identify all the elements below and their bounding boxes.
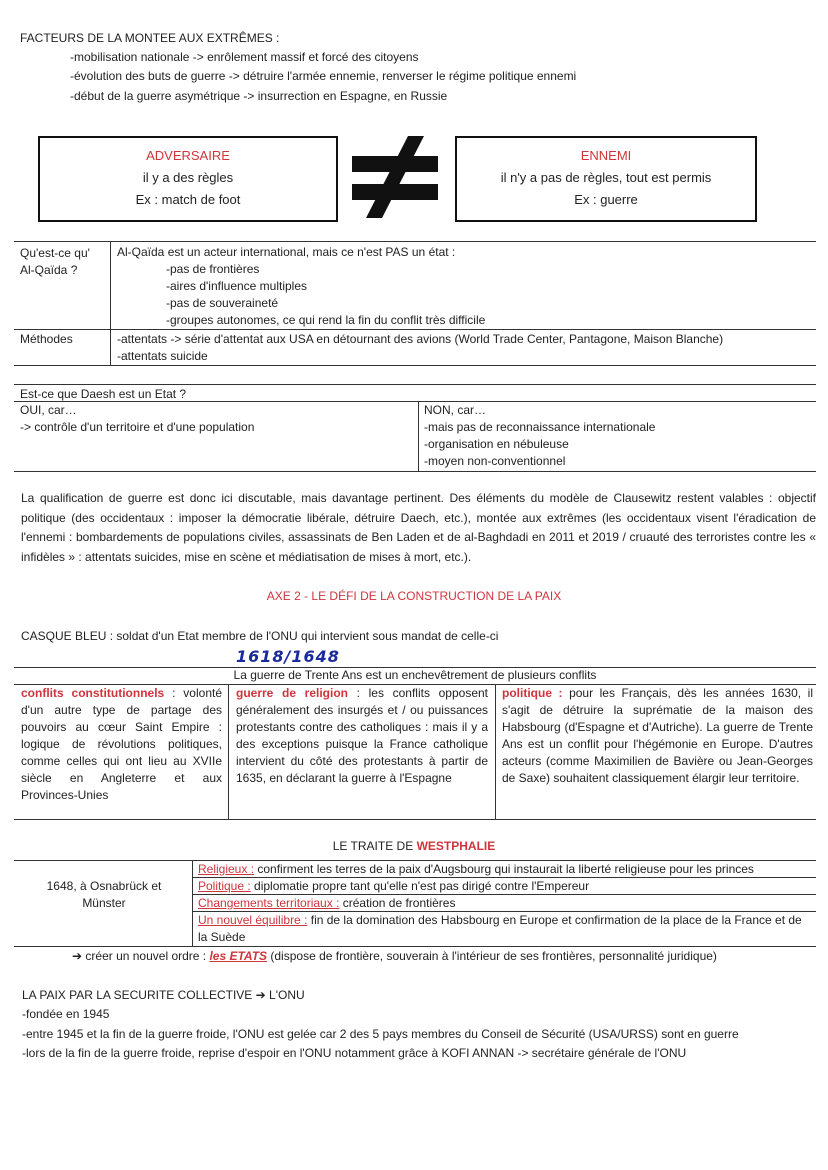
facteurs-item-3: -début de la guerre asymétrique -> insurrection en Espagne, en Russie — [70, 89, 448, 103]
conclusion-suffix: (dispose de frontière, souverain à l'intérieur de ses frontières, personnalité juridique) — [267, 949, 717, 963]
ennemi-line1: il n'y a pas de règles, tout est permis — [500, 170, 712, 185]
trente-ans-col-religion — [236, 685, 488, 787]
onu-title-suffix: L'ONU — [265, 988, 305, 1002]
alqaida-point-4: -groupes autonomes, ce qui rend la fin du conflit très difficile — [166, 313, 486, 327]
westphalie-title-prefix: LE TRAITE DE — [332, 839, 417, 853]
ennemi-title: ENNEMI — [580, 148, 632, 163]
daesh-oui-title: OUI, car… — [20, 403, 77, 417]
westphalie-title — [0, 838, 828, 855]
politique-text: diplomatie propre tant qu'elle n'est pas dirigé contre l'Empereur — [250, 879, 590, 893]
religieux-label: Religieux : — [198, 862, 255, 876]
daesh-question: Est-ce que Daesh est un Etat ? — [20, 387, 187, 401]
clausewitz-paragraph: La qualification de guerre est donc ici discutable, mais davantage pertinent. Des éléments du modèle de Clausewitz restent valables : objectif politique (des occidentaux : imposer la démocratie libérale, détruire Daech, etc.), montée aux extrêmes (les occidentaux visent l'éradication de l'ennemi : bombardements de populations civiles, assassinats de Ben Laden et de al-Baghdadi en 2011 et 2019 / cruauté des terroristes contre les « infidèles » : attentats suicides, mise en scène et médiatisation de mises à mort, etc.). — [21, 491, 816, 564]
politique-label: Politique : — [198, 879, 251, 893]
equilibre-label: Un nouvel équilibre : — [198, 913, 308, 927]
adversaire-title: ADVERSAIRE — [146, 148, 230, 163]
col2-text: : les conflits opposent généralement des insurgés et / ou puissances protestants contre des catholiques : mais il y a des exceptions puisque la France catholique intervient du côté des protestants à partir de 1635, en déclarant la guerre à l'Espagne — [236, 686, 489, 785]
trente-ans-col-constitutionnels — [21, 685, 222, 804]
facteurs-title: FACTEURS DE LA MONTEE AUX EXTRÊMES : — [20, 31, 280, 45]
col1-title: conflits constitutionnels — [21, 686, 165, 700]
alqaida-point-1: -pas de frontières — [166, 262, 260, 276]
alqaida-point-3: -pas de souveraineté — [166, 296, 279, 310]
territoriaux-text: création de frontières — [339, 896, 456, 910]
westphalie-conclusion — [72, 948, 717, 965]
arrow-icon: ➔ — [72, 949, 83, 963]
ennemi-box — [455, 136, 757, 222]
territoriaux-label: Changements territoriaux : — [198, 896, 340, 910]
casque-bleu-text: soldat d'un Etat membre de l'ONU qui intervient sous mandat de celle-ci — [116, 629, 499, 643]
daesh-oui-item: -> contrôle d'un territoire et d'une population — [20, 420, 255, 434]
trente-ans-header: La guerre de Trente Ans est un enchevêtrement de plusieurs conflits — [233, 668, 597, 682]
westphalie-row-territoriaux — [198, 895, 814, 912]
axe2-heading: AXE 2 - LE DÉFI DE LA CONSTRUCTION DE LA PAIX — [266, 589, 562, 603]
equilibre-text: fin de la domination des Habsbourg en Europe et confirmation de la place de la France et de la Suède — [198, 913, 802, 944]
daesh-non-title: NON, car… — [424, 403, 487, 417]
alqaida-question: Qu'est-ce qu' Al-Qaïda ? — [20, 246, 90, 277]
onu-item-3: -lors de la fin de la guerre froide, reprise d'espoir en l'ONU notamment grâce à KOFI ANNAN -> secrétaire générale de l'ONU — [22, 1046, 687, 1060]
ennemi-line2: Ex : guerre — [574, 192, 638, 207]
onu-item-1: -fondée en 1945 — [22, 1007, 110, 1021]
methodes-2: -attentats suicide — [117, 349, 208, 363]
onu-title — [22, 987, 305, 1004]
daesh-non-item-1: -mais pas de reconnaissance internationale — [424, 420, 656, 434]
adversaire-line1: il y a des règles — [142, 170, 234, 185]
casque-bleu-label: CASQUE BLEU : — [21, 629, 114, 643]
westphalie-row-religieux — [198, 861, 814, 878]
methodes-label: Méthodes — [20, 332, 73, 346]
alqaida-intro: Al-Qaïda est un acteur international, mais ce n'est PAS un état : — [117, 245, 456, 259]
onu-title-prefix: LA PAIX PAR LA SECURITE COLLECTIVE — [22, 988, 256, 1002]
daesh-non-item-2: -organisation en nébuleuse — [424, 437, 569, 451]
conclusion-etats: les ETATS — [209, 949, 268, 963]
alqaida-point-2: -aires d'influence multiples — [166, 279, 308, 293]
adversaire-line2: Ex : match de foot — [135, 192, 241, 207]
religieux-text: confirment les terres de la paix d'Augsbourg qui instaurait la liberté religieuse pour les princes — [254, 862, 754, 876]
westphalie-row-equilibre — [198, 912, 814, 946]
casque-bleu-line — [21, 628, 498, 645]
trente-ans-dates: 1618/1648 — [236, 647, 340, 666]
westphalie-title-red: WESTPHALIE — [416, 839, 496, 853]
methodes-1: -attentats -> série d'attentat aux USA en détournant des avions (World Trade Center, Pantagone, Maison Blanche) — [117, 332, 724, 346]
westphalie-row-politique — [198, 878, 814, 895]
not-equal-icon — [350, 134, 440, 220]
onu-item-2: -entre 1945 et la fin de la guerre froide, l'ONU est gelée car 2 des 5 pays membres du Conseil de Sécurité (USA/URSS) sont en guerre — [22, 1027, 739, 1041]
facteurs-item-2: -évolution des buts de guerre -> détruire l'armée ennemie, renverser le régime politique ennemi — [70, 69, 577, 83]
col3-text: pour les Français, dès les années 1630, il s'agit de détruire la suprématie de la maison des Habsbourg (d'Espagne et d'Autriche). La guerre de Trente Ans est un conflit pour l'hégémonie en Europe. D'autres acteurs (comme Maximilien de Bavière ou Jean-Georges de Saxe) souhaitent classiquement élargir leur territoire. — [502, 686, 813, 785]
conclusion-prefix: créer un nouvel ordre : — [82, 949, 210, 963]
westphalie-place: 1648, à Osnabrück et Münster — [46, 879, 162, 910]
daesh-non-item-3: -moyen non-conventionnel — [424, 454, 566, 468]
col1-text: : volonté d'un autre type de partage des pouvoirs au cœur Saint Empire : logique de révolutions politiques, comme celles qui ont lieu au XVIIe siècle en Angleterre et aux Provinces-Unies — [21, 686, 222, 802]
col2-title: guerre de religion — [236, 686, 348, 700]
arrow-icon: ➔ — [255, 988, 266, 1002]
trente-ans-col-politique — [502, 685, 813, 787]
col3-title: politique : — [502, 686, 563, 700]
facteurs-item-1: -mobilisation nationale -> enrôlement massif et forcé des citoyens — [70, 50, 419, 64]
adversaire-box — [38, 136, 338, 222]
